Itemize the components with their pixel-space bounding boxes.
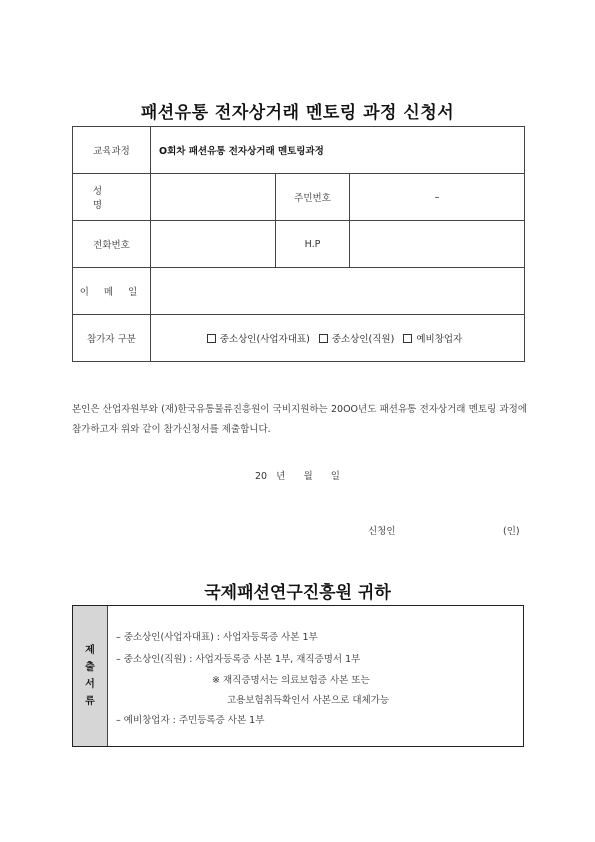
day-label: 일 bbox=[330, 471, 340, 482]
email-row bbox=[73, 268, 525, 315]
participant-options bbox=[151, 315, 525, 362]
year-prefix: 20 bbox=[255, 471, 268, 482]
submission-note: ※ 재직증명서는 의료보험증 사본 또는 bbox=[212, 675, 370, 686]
side-char: 류 bbox=[85, 696, 95, 707]
submission-item: – 중소상인(사업자대표) : 사업자등록증 사본 1부 bbox=[116, 632, 318, 643]
submission-item: – 예비창업자 : 주민등록증 사본 1부 bbox=[116, 715, 265, 726]
course-row bbox=[73, 127, 525, 174]
submission-documents-box bbox=[72, 605, 524, 747]
submission-list bbox=[108, 606, 523, 746]
submission-side-label bbox=[73, 606, 108, 746]
year-label: 년 bbox=[276, 471, 286, 482]
option-employee[interactable] bbox=[319, 334, 394, 345]
name-label bbox=[73, 174, 151, 221]
phone-label: 전화번호 bbox=[73, 221, 151, 268]
participant-type-label: 참가자 구분 bbox=[73, 315, 151, 362]
checkbox-icon[interactable] bbox=[207, 334, 216, 343]
hp-label: H.P bbox=[276, 221, 350, 268]
option-label: 중소상인(직원) bbox=[331, 334, 395, 345]
phone-field[interactable] bbox=[151, 221, 276, 268]
checkbox-icon[interactable] bbox=[403, 334, 412, 343]
month-label: 월 bbox=[303, 471, 313, 482]
participant-type-row bbox=[73, 315, 525, 362]
phone-row bbox=[73, 221, 525, 268]
recipient-line: 국제패션연구진흥원 귀하 bbox=[204, 583, 391, 603]
email-field[interactable] bbox=[151, 268, 525, 315]
date-line bbox=[255, 468, 340, 482]
side-char: 서 bbox=[85, 679, 95, 690]
name-row bbox=[73, 174, 525, 221]
form-title: 패션유통 전자상거래 멘토링 과정 신청서 bbox=[140, 103, 455, 123]
course-value: O회차 패션유통 전자상거래 멘토링과정 bbox=[151, 127, 525, 174]
course-label: 교육과정 bbox=[73, 127, 151, 174]
application-statement: 본인은 산업자원부와 (재)한국유통물류진흥원이 국비지원하는 20OO년도 패션유통 전자상거래 멘토링 과정에 참가하고자 위와 같이 참가신청서를 제출합니다. bbox=[72, 404, 527, 435]
submission-item: – 중소상인(직원) : 사업자등록증 사본 1부, 재직증명서 1부 bbox=[116, 654, 361, 665]
resident-number-label: 주민번호 bbox=[276, 174, 350, 221]
application-form-table bbox=[72, 126, 525, 362]
option-label: 예비창업자 bbox=[416, 334, 463, 345]
option-prospective-founder[interactable] bbox=[403, 334, 462, 345]
option-business-owner[interactable] bbox=[207, 334, 310, 345]
name-label-text: 성 명 bbox=[92, 186, 131, 211]
side-char: 출 bbox=[85, 662, 95, 673]
email-label bbox=[73, 268, 151, 315]
hp-field[interactable] bbox=[350, 221, 525, 268]
checkbox-icon[interactable] bbox=[319, 334, 328, 343]
applicant-label: 신청인 bbox=[368, 526, 396, 537]
name-field[interactable] bbox=[151, 174, 276, 221]
resident-number-field[interactable]: – bbox=[350, 174, 525, 221]
side-char: 제 bbox=[85, 645, 95, 656]
submission-note: 고용보험취득확인서 사본으로 대체가능 bbox=[227, 695, 390, 706]
seal-label: (인) bbox=[503, 526, 520, 537]
email-label-text: 이 메 일 bbox=[79, 287, 144, 298]
option-label: 중소상인(사업자대표) bbox=[219, 334, 310, 345]
